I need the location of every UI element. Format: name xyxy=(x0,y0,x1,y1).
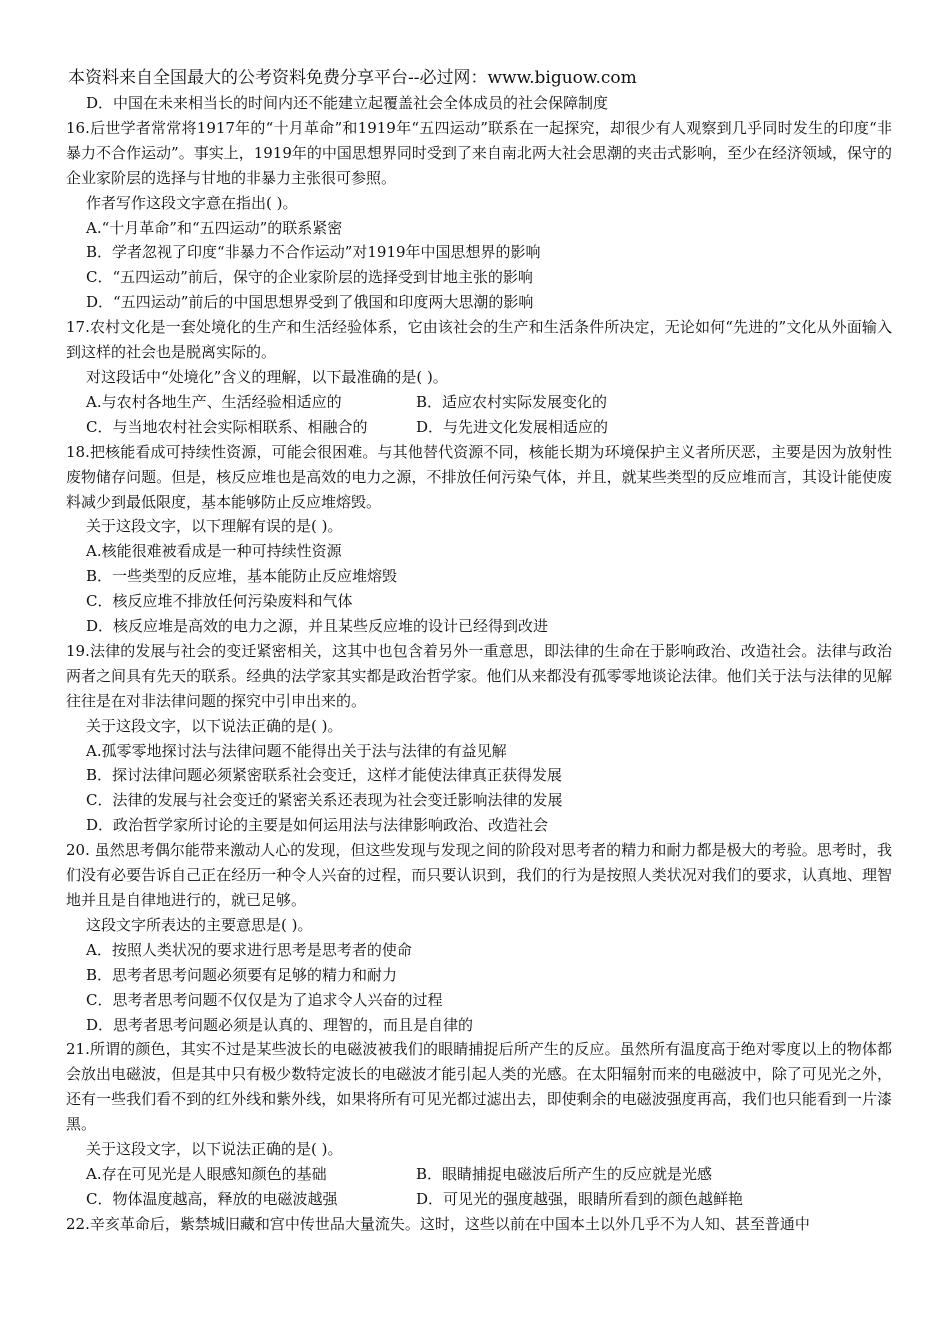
q21-option-d: D．可见光的强度越强，眼睛所看到的颜色越鲜艳 xyxy=(416,1189,744,1208)
q16-option-d: D．“五四运动”前后的中国思想界受到了俄国和印度两大思潮的影响 xyxy=(86,293,534,312)
q19-option-d: D．政治哲学家所讨论的主要是如何运用法与法律影响政治、改造社会 xyxy=(86,816,549,835)
q20-option-a: A．按照人类状况的要求进行思考是思考者的使命 xyxy=(86,940,412,959)
q16-option-c: C．“五四运动”前后，保守的企业家阶层的选择受到甘地主张的影响 xyxy=(86,268,533,287)
q16-passage: 16.后世学者常常将1917年的“十月革命”和1919年“五四运动”联系在一起探究，却很少有人观察到几乎同时发生的印度“非暴力不合作运动”。事实上，1919年的中国思想界同时受到了来自南北两大社会思潮的夹击式影响，至少在经济领域，保守的企业家阶层的选择与甘地的非暴力主张很可参照。 xyxy=(66,118,892,187)
q17-option-c: C．与当地农村社会实际相联系、相融合的 xyxy=(86,417,368,436)
q21-options-row-1 xyxy=(66,1162,892,1187)
q18-option-a: A.核能很难被看成是一种可持续性资源 xyxy=(86,542,342,561)
q19-passage: 19.法律的发展与社会的变迁紧密相关，这其中也包含着另外一重意思，即法律的生命在于影响政治、改造社会。法律与政治两者之间具有先天的联系。经典的法学家其实都是政治哲学家。他们从来都没有孤零零地谈论法律。他们关于法与法律的见解往往是在对非法律问题的探究中引申出来的。 xyxy=(66,641,892,710)
document-body xyxy=(66,66,892,1237)
q18-question: 关于这段文字，以下理解有误的是( )。 xyxy=(86,517,343,536)
q18-option-c: C．核反应堆不排放任何污染废料和气体 xyxy=(86,592,353,611)
q18-option-b: B．一些类型的反应堆，基本能防止反应堆熔毁 xyxy=(86,567,398,586)
q21-option-b: B．眼睛捕捉电磁波后所产生的反应就是光感 xyxy=(416,1164,713,1183)
q19-option-b: B．探讨法律问题必须紧密联系社会变迁，这样才能使法律真正获得发展 xyxy=(86,766,563,785)
q17-passage: 17.农村文化是一套处境化的生产和生活经验体系，它由该社会的生产和生活条件所决定，无论如何“先进的”文化从外面输入到这样的社会也是脱离实际的。 xyxy=(66,318,892,362)
q21-option-a: A.存在可见光是人眼感知颜色的基础 xyxy=(86,1164,327,1183)
q17-options-row-2 xyxy=(66,415,892,440)
q21-option-c: C．物体温度越高，释放的电磁波越强 xyxy=(86,1189,338,1208)
q20-passage: 20. 虽然思考偶尔能带来激动人心的发现，但这些发现与发现之间的阶段对思考者的精力和耐力都是极大的考验。思考时，我们没有必要告诉自己正在经历一种令人兴奋的过程，而只要认识到，我们的行为是按照人类状况对我们的要求，认真地、理智地并且是自律地进行的，就已足够。 xyxy=(66,841,892,909)
option-d-prev: D．中国在未来相当长的时间内还不能建立起覆盖社会全体成员的社会保障制度 xyxy=(86,94,609,112)
q17-option-d: D．与先进文化发展相适应的 xyxy=(416,417,609,436)
q21-options-row-2 xyxy=(66,1187,892,1212)
q19-option-a: A.孤零零地探讨法与法律问题不能得出关于法与法律的有益见解 xyxy=(86,741,507,760)
q20-option-b: B．思考者思考问题必须要有足够的精力和耐力 xyxy=(86,965,398,984)
q16-question: 作者写作这段文字意在指出( )。 xyxy=(86,193,298,212)
q18-passage: 18.把核能看成可持续性资源，可能会很困难。与其他替代资源不同，核能长期为环境保护主义者所厌恶，主要是因为放射性废物储存问题。但是，核反应堆也是高效的电力之源，不排放任何污染气体，并且，就某些类型的反应堆而言，其设计能使废料减少到最低限度，基本能够防止反应堆熔毁。 xyxy=(66,442,892,511)
q18-option-d: D．核反应堆是高效的电力之源，并且某些反应堆的设计已经得到改进 xyxy=(86,617,549,636)
q16-option-a: A.“十月革命”和“五四运动”的联系紧密 xyxy=(86,218,343,237)
source-header: 本资料来自全国最大的公考资料免费分享平台--必过网：www.biguow.com xyxy=(68,68,637,88)
q21-passage: 21.所谓的颜色，其实不过是某些波长的电磁波被我们的眼睛捕捉后所产生的反应。虽然所有温度高于绝对零度以上的物体都会放出电磁波，但是其中只有极少数特定波长的电磁波才能引起人类的光感。在太阳辐射而来的电磁波中，除了可见光之外，还有一些我们看不到的红外线和紫外线，如果将所有可见光都过滤出去，即使剩余的电磁波强度再高，我们也只能看到一片漆黑。 xyxy=(66,1040,892,1134)
q20-question: 这段文字所表达的主要意思是( )。 xyxy=(86,915,313,934)
q16-option-b: B．学者忽视了印度“非暴力不合作运动”对1919年中国思想界的影响 xyxy=(86,243,541,262)
q17-option-b: B．适应农村实际发展变化的 xyxy=(416,392,608,411)
q17-options-row-1 xyxy=(66,390,892,415)
q22-passage-partial: 22.辛亥革命后，紫禁城旧藏和宫中传世品大量流失。这时，这些以前在中国本土以外几乎不为人知、甚至普通中 xyxy=(66,1214,810,1233)
q20-option-c: C．思考者思考问题不仅仅是为了追求令人兴奋的过程 xyxy=(86,990,443,1009)
q17-question: 对这段话中“处境化”含义的理解，以下最准确的是( )。 xyxy=(86,367,448,386)
q20-option-d: D．思考者思考问题必须是认真的、理智的，而且是自律的 xyxy=(86,1015,474,1034)
q19-question: 关于这段文字，以下说法正确的是( )。 xyxy=(86,716,343,735)
q17-option-a: A.与农村各地生产、生活经验相适应的 xyxy=(86,392,342,411)
q21-question: 关于这段文字，以下说法正确的是( )。 xyxy=(86,1140,343,1159)
q19-option-c: C．法律的发展与社会变迁的紧密关系还表现为社会变迁影响法律的发展 xyxy=(86,791,563,810)
